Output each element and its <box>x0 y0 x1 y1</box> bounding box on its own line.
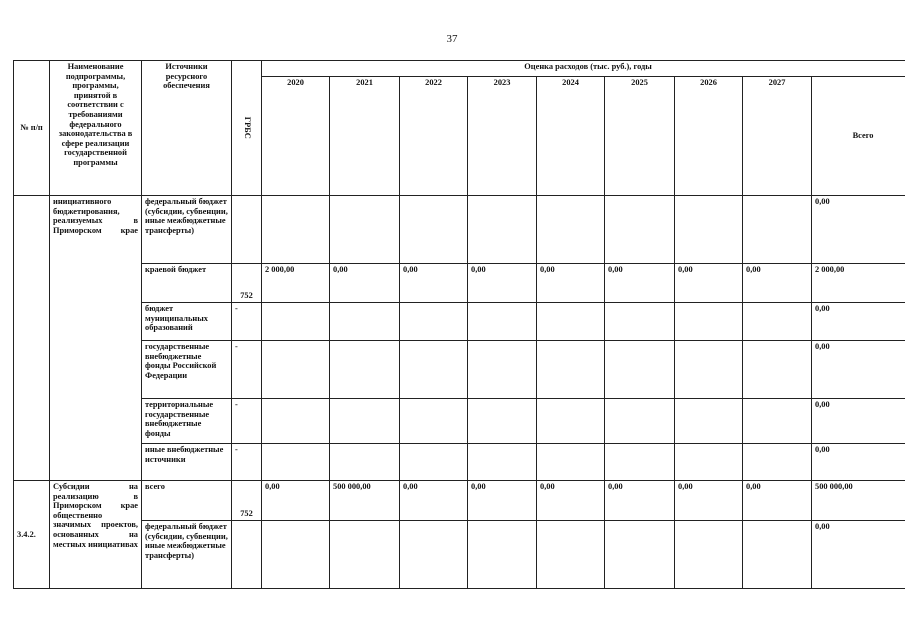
value-cell: 0,00 <box>468 481 537 521</box>
year-header: 2022 <box>400 77 468 196</box>
total-header: Всего <box>812 77 905 196</box>
source-cell: иные внебюджетные источники <box>142 444 232 481</box>
value-cell <box>605 303 675 341</box>
value-cell <box>675 341 743 399</box>
value-cell <box>400 399 468 444</box>
table-row <box>14 264 905 303</box>
program-name-cell: Субсидии на реализацию в Приморском крае общественно значимых проектов, основанных на местных инициативах <box>50 481 142 589</box>
value-cell: 0,00 <box>537 481 605 521</box>
value-cell <box>537 303 605 341</box>
table-row <box>14 521 905 589</box>
value-cell: 0,00 <box>743 481 812 521</box>
value-cell: 0,00 <box>743 264 812 303</box>
value-cell <box>743 399 812 444</box>
col-header-grbs <box>232 61 262 196</box>
table-row <box>14 444 905 481</box>
total-cell: 0,00 <box>812 399 905 444</box>
grbs-cell: - <box>232 399 262 444</box>
value-cell <box>400 521 468 589</box>
value-cell <box>537 521 605 589</box>
table-row <box>14 196 905 264</box>
value-cell <box>675 521 743 589</box>
source-cell: федеральный бюджет (субсидии, субвенции, иные межбюджетные трансферты) <box>142 521 232 589</box>
value-cell: 0,00 <box>400 481 468 521</box>
total-cell: 500 000,00 <box>812 481 905 521</box>
source-cell: бюджет муниципальных образований <box>142 303 232 341</box>
source-cell: всего <box>142 481 232 521</box>
year-header: 2027 <box>743 77 812 196</box>
value-cell: 0,00 <box>605 264 675 303</box>
value-cell <box>468 521 537 589</box>
row-num-cell: 3.4.2. <box>14 481 50 589</box>
value-cell <box>400 341 468 399</box>
value-cell <box>330 399 400 444</box>
year-header: 2025 <box>605 77 675 196</box>
year-header: 2026 <box>675 77 743 196</box>
value-cell: 0,00 <box>468 264 537 303</box>
value-cell <box>743 341 812 399</box>
value-cell: 500 000,00 <box>330 481 400 521</box>
value-cell <box>400 303 468 341</box>
table-row <box>14 399 905 444</box>
value-cell <box>468 444 537 481</box>
grbs-cell: - <box>232 444 262 481</box>
grbs-cell <box>232 521 262 589</box>
budget-table <box>13 60 905 589</box>
total-cell: 0,00 <box>812 521 905 589</box>
grbs-cell: - <box>232 341 262 399</box>
value-cell <box>262 399 330 444</box>
row-num-cell <box>14 196 50 481</box>
source-cell: государственные внебюджетные фонды Российской Федерации <box>142 341 232 399</box>
value-cell <box>262 444 330 481</box>
source-cell: федеральный бюджет (субсидии, субвенции, иные межбюджетные трансферты) <box>142 196 232 264</box>
value-cell: 0,00 <box>675 481 743 521</box>
header-row <box>14 61 905 77</box>
year-header: 2023 <box>468 77 537 196</box>
col-header-num: № п/п <box>14 61 50 196</box>
source-cell: краевой бюджет <box>142 264 232 303</box>
total-cell: 0,00 <box>812 303 905 341</box>
grbs-cell: 752 <box>232 481 262 521</box>
value-cell <box>605 444 675 481</box>
value-cell <box>468 341 537 399</box>
program-name-cell: инициативного бюджетирования, реализуемых в Приморском крае <box>50 196 142 481</box>
year-header: 2020 <box>262 77 330 196</box>
grbs-cell <box>232 196 262 264</box>
col-header-name: Наименование подпрограммы, программы, принятой в соответствии с требованиями федерального законодательства в сфере реализации государственной программы <box>50 61 142 196</box>
value-cell <box>675 399 743 444</box>
value-cell <box>330 303 400 341</box>
value-cell <box>468 399 537 444</box>
value-cell <box>330 521 400 589</box>
value-cell <box>743 521 812 589</box>
value-cell: 0,00 <box>330 264 400 303</box>
table-row <box>14 481 905 521</box>
total-cell: 2 000,00 <box>812 264 905 303</box>
total-cell: 0,00 <box>812 444 905 481</box>
value-cell <box>400 196 468 264</box>
value-cell <box>537 196 605 264</box>
value-cell: 0,00 <box>605 481 675 521</box>
value-cell <box>743 303 812 341</box>
value-cell: 0,00 <box>262 481 330 521</box>
grbs-cell: 752 <box>232 264 262 303</box>
value-cell <box>262 196 330 264</box>
source-cell: территориальные государственные внебюджетные фонды <box>142 399 232 444</box>
value-cell <box>537 341 605 399</box>
value-cell <box>605 521 675 589</box>
value-cell <box>468 303 537 341</box>
value-cell <box>605 399 675 444</box>
page-number: 37 <box>446 33 458 45</box>
value-cell: 0,00 <box>400 264 468 303</box>
value-cell <box>605 196 675 264</box>
value-cell <box>675 196 743 264</box>
value-cell: 2 000,00 <box>262 264 330 303</box>
value-cell <box>537 444 605 481</box>
value-cell <box>400 444 468 481</box>
value-cell <box>743 444 812 481</box>
grbs-cell: - <box>232 303 262 341</box>
value-cell <box>675 444 743 481</box>
table-row <box>14 341 905 399</box>
value-cell <box>605 341 675 399</box>
estimate-header: Оценка расходов (тыс. руб.), годы <box>262 61 905 77</box>
table-row <box>14 303 905 341</box>
value-cell: 0,00 <box>537 264 605 303</box>
value-cell <box>330 341 400 399</box>
year-header: 2021 <box>330 77 400 196</box>
grbs-label: ГРБС <box>242 117 252 139</box>
value-cell <box>743 196 812 264</box>
total-cell: 0,00 <box>812 341 905 399</box>
value-cell <box>330 196 400 264</box>
value-cell <box>262 521 330 589</box>
year-header: 2024 <box>537 77 605 196</box>
value-cell <box>330 444 400 481</box>
col-header-source: Источники ресурсного обеспечения <box>142 61 232 196</box>
total-cell: 0,00 <box>812 196 905 264</box>
value-cell: 0,00 <box>675 264 743 303</box>
value-cell <box>537 399 605 444</box>
value-cell <box>675 303 743 341</box>
value-cell <box>468 196 537 264</box>
value-cell <box>262 341 330 399</box>
value-cell <box>262 303 330 341</box>
